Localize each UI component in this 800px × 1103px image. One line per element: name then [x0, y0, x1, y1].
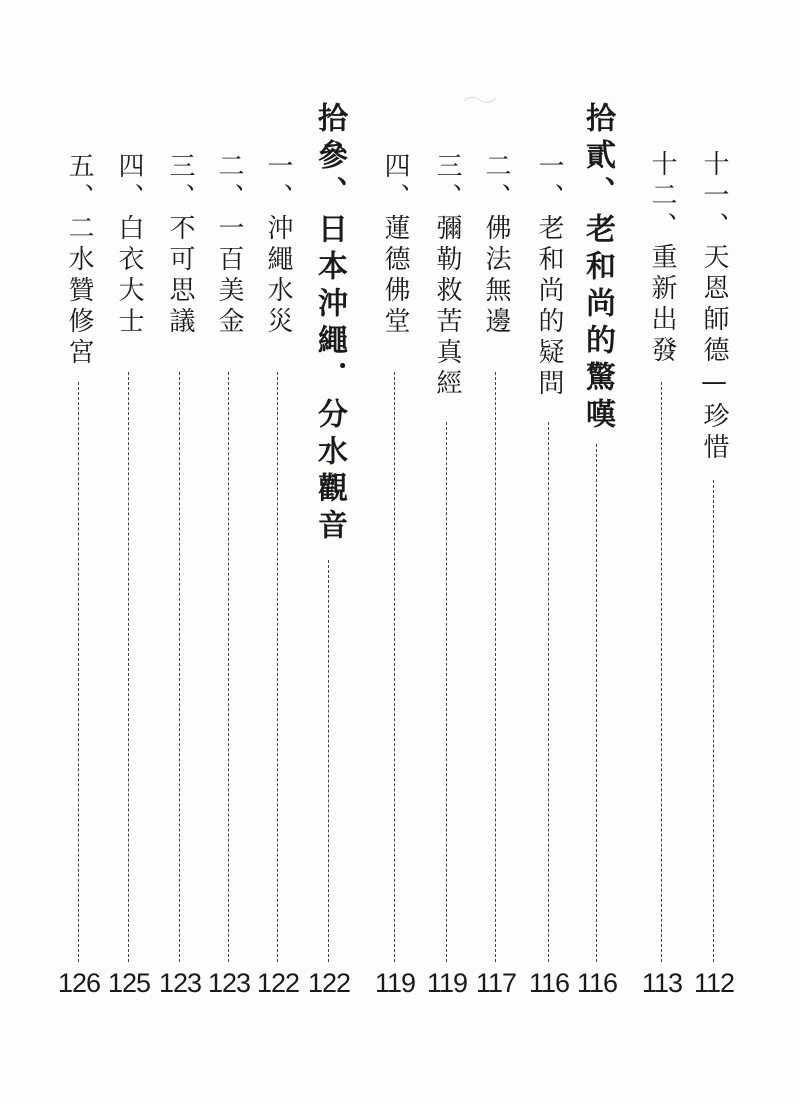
toc-leader-line: [713, 480, 714, 962]
toc-leader-line: [128, 372, 129, 962]
toc-entry-title: 二、一百美金: [214, 152, 244, 338]
toc-leader-line: [277, 372, 278, 962]
toc-section-heading[interactable]: [307, 0, 351, 1010]
toc-leader-line: [394, 372, 395, 962]
toc-page-number: 123: [158, 968, 202, 998]
toc-page-number: 125: [107, 968, 151, 998]
toc-entry[interactable]: [158, 0, 202, 1010]
toc-page-number: 116: [576, 968, 618, 998]
toc-leader-line: [78, 382, 79, 962]
toc-entry-title: 五、二水贊修宮: [64, 152, 94, 369]
toc-leader-line: [661, 382, 662, 962]
toc-page-number: 117: [475, 968, 517, 998]
toc-page-number: 119: [426, 968, 468, 998]
toc-page-number: 112: [693, 968, 735, 998]
toc-entry[interactable]: [527, 0, 571, 1010]
toc-leader-line: [328, 560, 329, 962]
toc-entry-title: 一、沖繩水災: [263, 152, 293, 338]
toc-entry-title: 四、白衣大士: [114, 152, 144, 338]
toc-entry[interactable]: [425, 0, 469, 1010]
toc-entry-title: 一、老和尚的疑問: [534, 152, 564, 400]
toc-leader-line: [228, 372, 229, 962]
toc-entry-title: 三、不可思議: [165, 152, 195, 338]
toc-leader-line: [548, 422, 549, 962]
toc-entry[interactable]: [207, 0, 251, 1010]
toc-page-number: 123: [207, 968, 251, 998]
toc-page-number: 122: [307, 968, 351, 998]
toc-entry[interactable]: [107, 0, 151, 1010]
toc-leader-line: [495, 372, 496, 962]
toc-page-number: 122: [256, 968, 300, 998]
toc-entry-title: 四、蓮德佛堂: [380, 152, 410, 338]
toc-entry-title: 二、佛法無邊: [481, 152, 511, 338]
toc-entry-title: 三、彌勒救苦真經: [432, 152, 462, 400]
toc-section-title: 拾參、日本沖繩．分水觀音: [312, 102, 347, 546]
toc-entry[interactable]: [57, 0, 101, 1010]
toc-page-number: 126: [57, 968, 101, 998]
toc-entry[interactable]: [474, 0, 518, 1010]
toc-page-number: 119: [374, 968, 416, 998]
toc-leader-line: [446, 422, 447, 962]
toc-entry-title: 十一、天恩師德—珍惜: [699, 150, 729, 464]
toc-section-title: 拾貳、老和尚的驚嘆: [580, 102, 615, 435]
toc-section-heading[interactable]: [575, 0, 619, 1010]
toc-leader-line: [179, 372, 180, 962]
toc-entry[interactable]: [640, 0, 684, 1010]
toc-entry[interactable]: [373, 0, 417, 1010]
toc-entry-title: 十二、重新出發: [647, 150, 677, 367]
toc-entry[interactable]: [256, 0, 300, 1010]
toc-page-number: 116: [528, 968, 570, 998]
toc-entry[interactable]: [692, 0, 736, 1010]
toc-leader-line: [596, 444, 597, 962]
toc-page-number: 113: [641, 968, 683, 998]
